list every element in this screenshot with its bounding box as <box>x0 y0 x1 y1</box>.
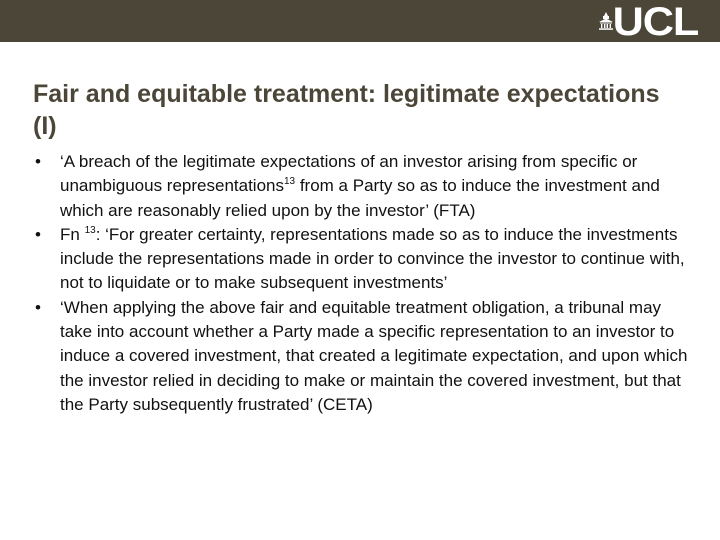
bullet-text-cont: : ‘For greater certainty, representations made so as to induce the investments include the representations made in order to convince the investor to continue with, not to liquidate or to make subsequent investments’ <box>60 224 685 293</box>
portico-icon <box>598 12 614 30</box>
bullet-text-cont: from a Party so as to induce the investment and which are reasonably relied upon by the investor’ (FTA) <box>60 176 660 220</box>
bullet-item <box>33 150 693 223</box>
header-bar <box>0 0 720 42</box>
bullet-item <box>33 296 693 417</box>
ucl-logo <box>612 0 698 44</box>
bullet-text: ‘When applying the above fair and equitable treatment obligation, a tribunal may take into account whether a Party made a specific representation to an investor to induce a covered investment, that created a legitimate expectation, and upon which the investor relied in deciding to make or maintain the covered investment, but that the Party subsequently frustrated’ (CETA) <box>60 297 688 414</box>
bullet-text: Fn <box>60 224 85 244</box>
footnote-ref: 13 <box>283 176 296 188</box>
bullet-marker: • <box>35 152 41 171</box>
bullet-list <box>33 150 693 417</box>
bullet-marker: • <box>35 297 41 317</box>
bullet-text: ‘A breach of the legitimate expectations of an investor arising from specific or unambiguous representations <box>60 152 638 196</box>
logo-text: UCL <box>612 0 698 44</box>
bullet-item <box>33 223 693 296</box>
bullet-marker: • <box>35 224 41 244</box>
slide-title: Fair and equitable treatment: legitimate expectations (I) <box>33 80 660 140</box>
footnote-ref: 13 <box>84 224 96 236</box>
